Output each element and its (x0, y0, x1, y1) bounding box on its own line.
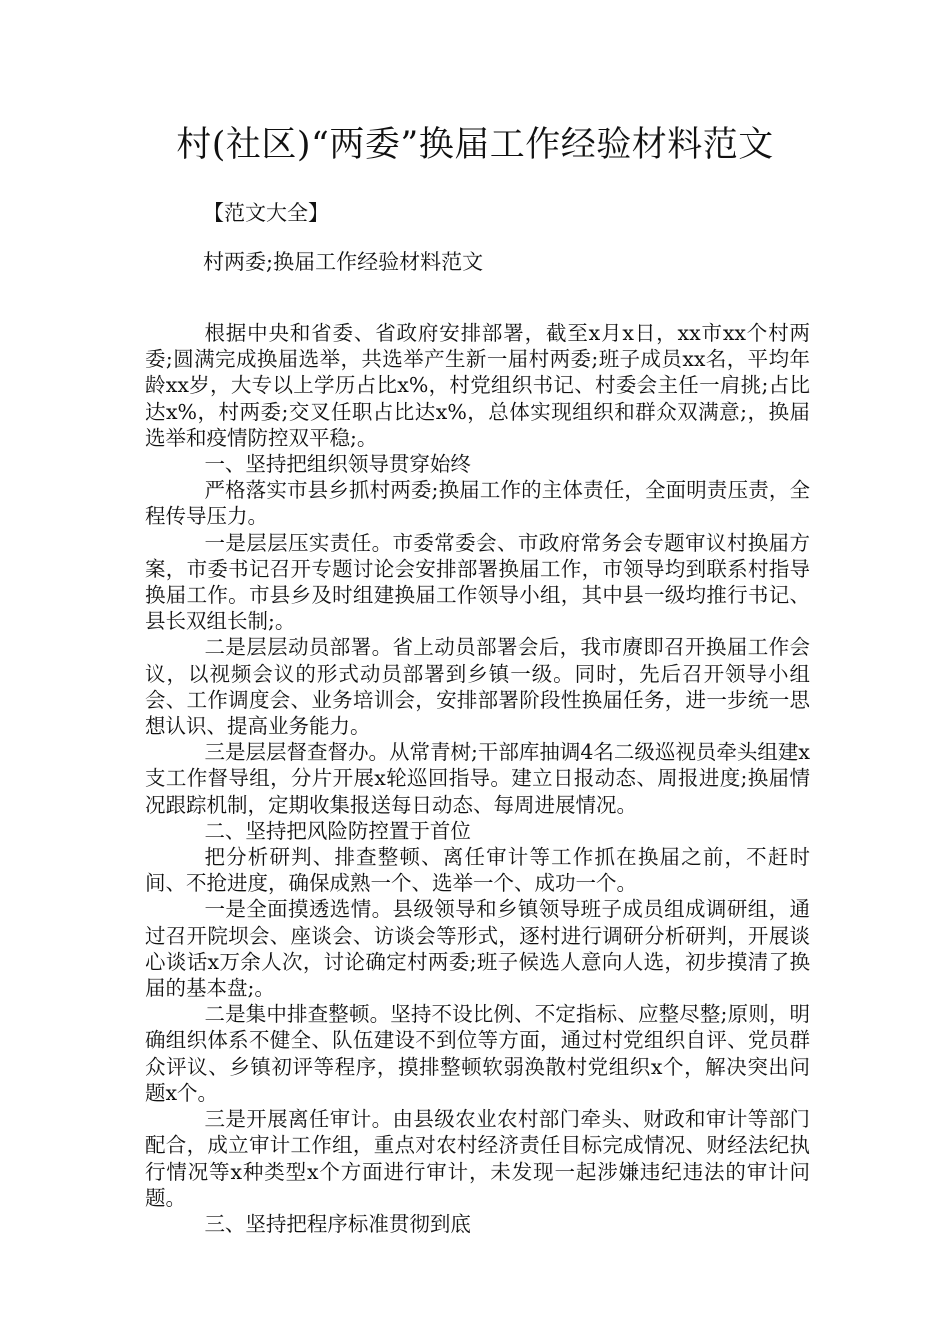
body-paragraph: 三是层层督查督办。从常青树;干部库抽调4名二级巡视员牵头组建x支工作督导组，分片开展x轮巡回指导。建立日报动态、周报进度;换届情况跟踪机制，定期收集报送每日动态、每周进展情况。 (145, 740, 810, 817)
document-title: 村(社区)“两委”换届工作经验材料范文 (176, 125, 774, 165)
document-body (145, 320, 810, 1237)
document-category: 【范文大全】 (203, 201, 329, 225)
section-heading: 一、坚持把组织领导贯穿始终 (204, 452, 471, 477)
section-heading: 二、坚持把风险防控置于首位 (204, 818, 471, 843)
body-paragraph: 三是开展离任审计。由县级农业农村部门牵头、财政和审计等部门配合，成立审计工作组，重点对农村经济责任目标完成情况、财经法纪执行情况等x种类型x个方面进行审计，未发现一起涉嫌违纪违法的审计问题。 (145, 1107, 810, 1210)
section-heading: 三、坚持把程序标准贯彻到底 (204, 1211, 471, 1236)
body-paragraph: 一是层层压实责任。市委常委会、市政府常务会专题审议村换届方案，市委书记召开专题讨论会安排部署换届工作，市领导均到联系村指导换届工作。市县乡及时组建换届工作领导小组，其中县一级均推行书记、县长双组长制;。 (145, 530, 810, 634)
body-paragraph: 严格落实市县乡抓村两委;换届工作的主体责任，全面明责压责，全程传导压力。 (145, 478, 810, 529)
body-paragraph: 二是层层动员部署。省上动员部署会后，我市赓即召开换届工作会议，以视频会议的形式动员部署到乡镇一级。同时，先后召开领导小组会、工作调度会、业务培训会，安排部署阶段性换届任务，进一步统一思想认识、提高业务能力。 (145, 635, 810, 739)
body-paragraph: 根据中央和省委、省政府安排部署，截至x月x日，xx市xx个村两委;圆满完成换届选举，共选举产生新一届村两委;班子成员xx名，平均年龄xx岁，大专以上学历占比x%，村党组织书记、村委会主任一肩挑;占比达x%，村两委;交叉任职占比达x%，总体实现组织和群众双满意;，换届选举和疫情防控双平稳;。 (145, 321, 810, 450)
body-paragraph: 一是全面摸透选情。县级领导和乡镇领导班子成员组成调研组，通过召开院坝会、座谈会、访谈会等形式，逐村进行调研分析研判，开展谈心谈话x万余人次，讨论确定村两委;班子候选人意向人选，初步摸清了换届的基本盘;。 (145, 897, 810, 1001)
body-paragraph: 把分析研判、排查整顿、离任审计等工作抓在换届之前，不赶时间、不抢进度，确保成熟一个、选举一个、成功一个。 (145, 845, 810, 896)
document-keywords: 村两委;换届工作经验材料范文 (203, 250, 484, 274)
body-paragraph: 二是集中排查整顿。坚持不设比例、不定指标、应整尽整;原则，明确组织体系不健全、队伍建设不到位等方面，通过村党组织自评、党员群众评议、乡镇初评等程序，摸排整顿软弱涣散村党组织x个，解决突出问题x个。 (145, 1002, 810, 1105)
